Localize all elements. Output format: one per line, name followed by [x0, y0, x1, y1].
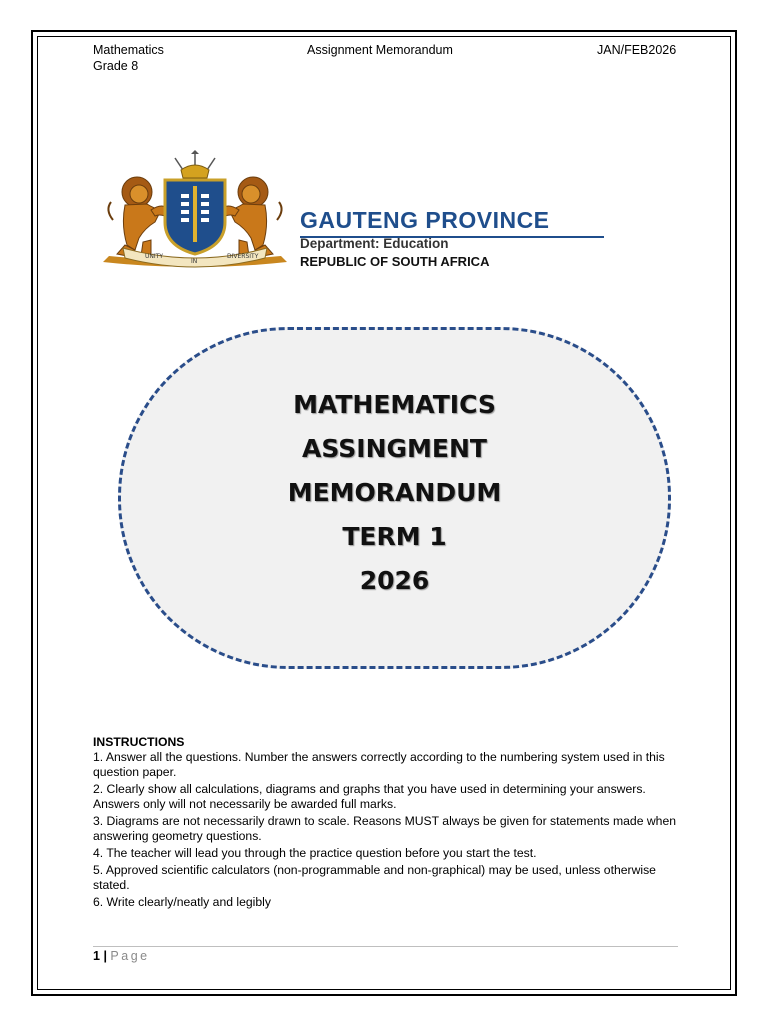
- svg-text:UNITY: UNITY: [145, 253, 163, 260]
- title-subject: MATHEMATICS: [293, 390, 496, 419]
- gauteng-logo: [95, 150, 615, 272]
- header-date: JAN/FEB2026: [597, 43, 677, 57]
- instruction-item: 3. Diagrams are not necessarily drawn to scale. Reasons MUST always be given for statements made when answering geometry questions.: [93, 814, 677, 843]
- header-subject: Mathematics: [93, 43, 164, 57]
- footer-rule: [93, 946, 678, 947]
- header-doc-title: Assignment Memorandum: [307, 43, 453, 57]
- title-year: 2026: [359, 566, 430, 595]
- title-type: ASSINGMENT: [302, 434, 487, 463]
- province-name: GAUTENG PROVINCE: [300, 207, 550, 233]
- instruction-item: 5. Approved scientific calculators (non-programmable and non-graphical) may be used, unless otherwise stated.: [93, 863, 656, 892]
- title-doc: MEMORANDUM: [287, 478, 502, 507]
- instructions-heading: INSTRUCTIONS: [93, 735, 185, 749]
- svg-text:IN: IN: [191, 258, 198, 265]
- title-term: TERM 1: [342, 522, 447, 551]
- page-label: Page: [110, 949, 150, 963]
- instructions: [93, 735, 683, 912]
- coat-of-arms-icon: [95, 150, 295, 272]
- footer-separator: |: [103, 949, 107, 963]
- svg-text:DIVERSITY: DIVERSITY: [227, 253, 259, 260]
- page-number: 1: [93, 949, 100, 963]
- page-footer: [93, 949, 150, 963]
- department-name: Department: Education: [300, 236, 449, 251]
- instruction-item: 4. The teacher will lead you through the practice question before you start the test.: [93, 846, 537, 860]
- instruction-item: 2. Clearly show all calculations, diagrams and graphs that you have used in determining your answers. Answers only will not necessarily be awarded full marks.: [93, 782, 646, 811]
- instruction-item: 1. Answer all the questions. Number the answers correctly according to the numbering system used in this question paper.: [93, 750, 665, 779]
- country-name: REPUBLIC OF SOUTH AFRICA: [300, 254, 490, 269]
- title-block: [118, 383, 671, 603]
- header-grade: Grade 8: [93, 59, 139, 73]
- instruction-item: 6. Write clearly/neatly and legibly: [93, 895, 271, 909]
